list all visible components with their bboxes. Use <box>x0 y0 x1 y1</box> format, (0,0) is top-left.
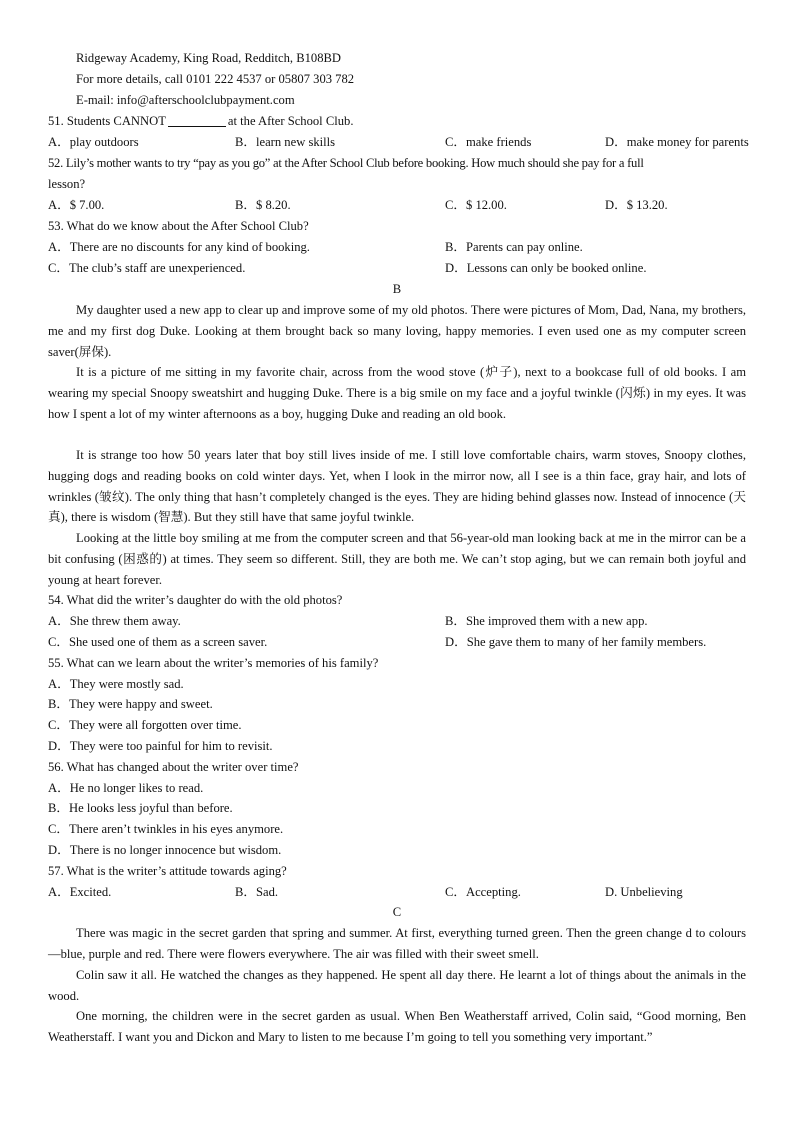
section-c-paragraph: There was magic in the secret garden that spring and summer. At first, everything turned green. Then the green change d to colours—blue, purple and red. There were flowers everywhere. The air was filled with their sweet smell. <box>48 926 746 961</box>
q54-option-b: B．She improved them with a new app. <box>445 614 648 628</box>
q52-option-b: B．$ 8.20. <box>235 198 291 212</box>
q57-option-a: A．Excited. <box>48 885 112 899</box>
ad-details: For more details, call 0101 222 4537 or 05807 303 782 <box>76 72 355 86</box>
q53-option-d: D．Lessons can only be booked online. <box>445 261 647 275</box>
ad-email: E-mail: info@afterschoolclubpayment.com <box>76 93 295 107</box>
q57-option-b: B．Sad. <box>235 885 279 899</box>
q56-option-a: A．He no longer likes to read. <box>48 781 204 795</box>
section-c-heading: C <box>392 905 402 919</box>
q57-stem: 57. What is the writer’s attitude towards aging? <box>48 864 287 878</box>
q56-option-b: B．He looks less joyful than before. <box>48 801 233 815</box>
q55-stem: 55. What can we learn about the writer’s memories of his family? <box>48 656 379 670</box>
q52-stem-line1: 52. Lily’s mother wants to try “pay as you go” at the After School Club before booking. How much should she pay for a full <box>48 156 644 170</box>
q55-option-b: B．They were happy and sweet. <box>48 697 213 711</box>
q53-option-c: C．The club’s staff are unexperienced. <box>48 261 246 275</box>
section-b-heading: B <box>392 282 402 296</box>
q51-option-a: A．play outdoors <box>48 135 139 149</box>
q53-option-b: B．Parents can pay online. <box>445 240 583 254</box>
q51-option-d: D．make money for parents <box>605 135 749 149</box>
q56-option-c: C．There aren’t twinkles in his eyes anymore. <box>48 822 284 836</box>
section-b-paragraph: It is a picture of me sitting in my favorite chair, across from the wood stove (炉子), next to a bookcase full of old books. I am wearing my special Snoopy sweatshirt and hugging Duke. There is a big smile on my face and a joyful twinkle (闪烁) in my eyes. It was how I spent a lot of my winter afternoons as a boy, hugging Duke and reading an old book. <box>48 365 746 421</box>
q52-option-d: D．$ 13.20. <box>605 198 668 212</box>
q51-option-b: B．learn new skills <box>235 135 336 149</box>
q51-stem-after: at the After School Club. <box>227 114 354 128</box>
q56-option-d: D．There is no longer innocence but wisdom. <box>48 843 282 857</box>
q51-stem-before: 51. Students CANNOT <box>48 114 166 128</box>
q52-stem-line2: lesson? <box>48 177 86 191</box>
q51-blank <box>168 114 226 127</box>
q57-option-d: D. Unbelieving <box>605 885 683 899</box>
q51-stem <box>48 111 748 132</box>
q52-option-c: C．$ 12.00. <box>445 198 507 212</box>
q55-option-c: C．They were all forgotten over time. <box>48 718 242 732</box>
ad-address: Ridgeway Academy, King Road, Redditch, B108BD <box>76 51 342 65</box>
q53-option-a: A．There are no discounts for any kind of booking. <box>48 240 310 254</box>
q54-option-a: A．She threw them away. <box>48 614 181 628</box>
section-b-paragraph: My daughter used a new app to clear up and improve some of my old photos. There were pictures of Mom, Dad, Nana, my brothers, me and my first dog Duke. Looking at them brought back so many loving, happy memories. I even used one as my computer screen saver(屏保). <box>48 303 746 359</box>
q52-option-a: A．$ 7.00. <box>48 198 105 212</box>
q56-stem: 56. What has changed about the writer over time? <box>48 760 299 774</box>
section-b-paragraph: Looking at the little boy smiling at me from the computer screen and that 56-year-old man looking back at me in the mirror can be a bit confusing (困惑的) at times. They seem so different. Still, they are both me. We can’t stop aging, but we can remain both joyful and young at heart forever. <box>48 531 746 587</box>
q55-option-d: D．They were too painful for him to revisit. <box>48 739 273 753</box>
q54-option-c: C．She used one of them as a screen saver. <box>48 635 268 649</box>
section-b-paragraph: It is strange too how 50 years later that boy still lives inside of me. I still love comfortable chairs, warm stoves, Snoopy clothes, hugging dogs and reading books on cold winter days. Yet, when I look in the mirror now, all I see is a thin face, gray hair, and lots of wrinkles (皱纹). The only thing that hasn’t completely changed is the eyes. They are hiding behind glasses now. Instead of innocence (天真), there is wisdom (智慧). But they still have that same joyful twinkle. <box>48 448 746 525</box>
q54-option-d: D．She gave them to many of her family members. <box>445 635 707 649</box>
q55-option-a: A．They were mostly sad. <box>48 677 184 691</box>
q51-option-c: C．make friends <box>445 135 532 149</box>
section-c-paragraph: Colin saw it all. He watched the changes as they happened. He spent all day there. He learnt a lot of things about the animals in the wood. <box>48 968 746 1003</box>
q53-stem: 53. What do we know about the After School Club? <box>48 219 309 233</box>
q57-option-c: C．Accepting. <box>445 885 521 899</box>
q54-stem: 54. What did the writer’s daughter do with the old photos? <box>48 593 343 607</box>
section-c-paragraph: One morning, the children were in the secret garden as usual. When Ben Weatherstaff arrived, Colin said, “Good morning, Ben Weatherstaff. I want you and Dickon and Mary to listen to me because I’m going to tell you something very important.” <box>48 1009 746 1044</box>
